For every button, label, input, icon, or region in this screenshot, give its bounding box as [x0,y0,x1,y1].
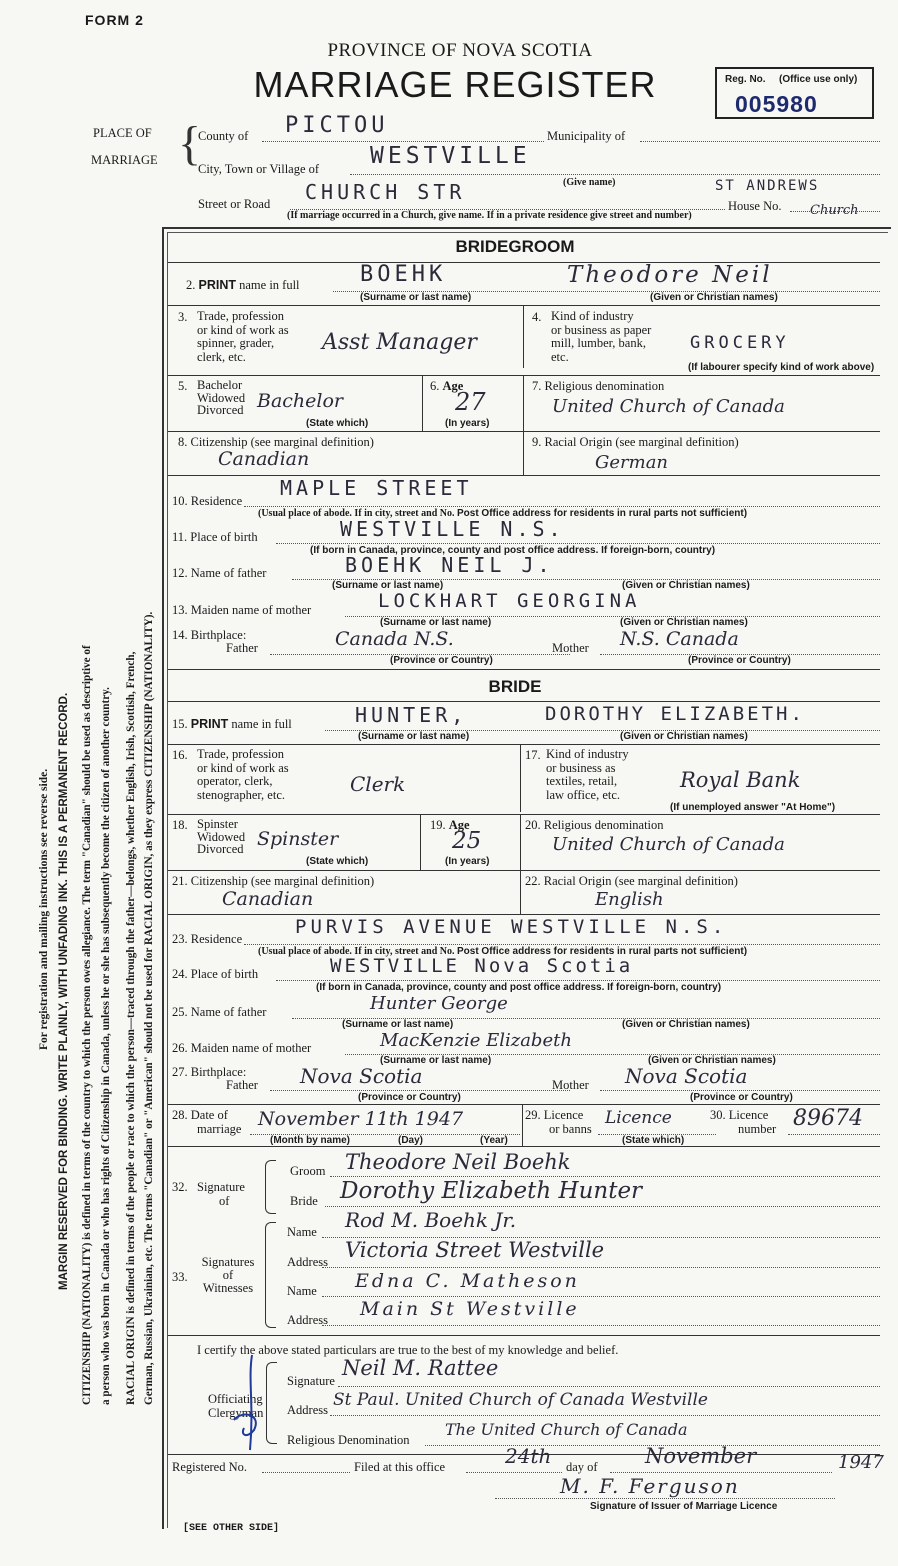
give-name-caption: (Give name) [563,177,616,188]
groom-mother-caption-2: (Given or Christian names) [620,617,748,628]
sidebar-line-2: MARGIN RESERVED FOR BINDING. WRITE PLAINLY, WITH UNFADING INK. THIS IS A PERMANENT RECORD. [58,692,70,1290]
county-label: County of [198,129,249,143]
signature-label: Signature of [197,1180,245,1208]
bride-father-caption-1: (Surname or last name) [342,1019,454,1030]
registered-label: Registered No. [172,1460,247,1474]
certify-statement: I certify the above stated particulars are true to the best of my knowledge and belief. [197,1343,619,1357]
groom-father-caption-1: (Surname or last name) [332,580,444,591]
date-caption-day: (Day) [398,1135,424,1146]
reg-number-box [715,67,874,119]
house-value: ST ANDREWS [715,178,820,194]
groom-trade-value: Asst Manager [322,330,477,355]
bride-religion-value: United Church of Canada [552,834,785,855]
place-note: (If marriage occurred in a Church, give name. If in a private residence give street and number) [287,210,692,221]
bride-given-caption: (Given or Christian names) [620,731,748,742]
bride-status-label: Spinster Widowed Divorced [197,817,246,856]
groom-status-caption: (State which) [306,418,369,429]
filed-day: 24th [505,1444,552,1468]
groom-citizenship-value: Canadian [218,448,310,470]
bride-mother-caption-1: (Surname or last name) [380,1055,492,1066]
groom-trade-label: Trade, profession or kind of work as spinner, grader, clerk, etc. [197,309,289,364]
blue-ink-mark [222,1350,272,1460]
bride-status-value: Spinster [257,828,339,850]
bride-industry-caption: (If unemployed answer "At Home") [670,802,836,813]
bride-birthplace-value: WESTVILLE Nova Scotia [330,955,634,977]
bride-father-value: Hunter George [370,993,508,1014]
date-caption-month: (Month by name) [270,1135,350,1146]
licence-caption: (State which) [622,1135,685,1146]
groom-religion-value: United Church of Canada [552,396,785,417]
sidebar-line-4: a person who was born in Canada or who has rights of Citizenship in Canada, unless he or she has subsequently become the citizen of another country. [100,687,112,1405]
issuer-caption: Signature of Issuer of Marriage Licence [590,1501,778,1512]
reg-office-use: (Office use only) [779,74,858,85]
bride-print-label: 15. PRINT name in full [172,717,292,731]
county-value: PICTOU [285,113,389,138]
groom-given-names: Theodore Neil [567,262,773,288]
licence-label: 29. Licence or banns [525,1108,592,1136]
sidebar-line-3: CITIZENSHIP (NATIONALITY) is defined in terms of the country to which the person owes allegiance. The term "Canadian" should be used as descriptive of [81,645,93,1405]
groom-mother-caption-1: (Surname or last name) [380,617,492,628]
groom-bp-father-value: Canada N.S. [335,628,454,650]
groom-father-value: BOEHK NEIL J. [345,553,554,577]
sidebar-line-6: German, Russian, Ukrainian, etc. The terms "Canadian" or "American" should not be used for RACIAL ORIGIN, as they express CITIZENSHIP (NATIONALITY). [143,611,155,1405]
form-number: FORM 2 [85,12,144,28]
bride-bp-caption-1: (Province or Country) [358,1092,461,1103]
witness-1-name: Rod M. Boehk Jr. [345,1208,517,1232]
place-label-1: PLACE OF [93,126,152,140]
filed-year: 1947 [838,1452,884,1473]
reg-number: 005980 [735,91,818,117]
groom-status-value: Bachelor [257,390,344,412]
bride-heading: BRIDE [488,677,542,696]
bride-bp-caption-2: (Province or Country) [690,1092,793,1103]
bride-trade-value: Clerk [350,772,406,796]
house-value-2: Church [810,203,859,218]
bride-given-names: DOROTHY ELIZABETH. [545,703,805,725]
groom-age-caption: (In years) [445,418,490,429]
groom-age-value: 27 [455,388,486,416]
bride-industry-value: Royal Bank [680,768,801,792]
groom-industry-caption: (If labourer specify kind of work above) [688,362,875,373]
groom-industry-value: GROCERY [690,333,790,353]
bride-age-caption: (In years) [445,856,490,867]
street-value: CHURCH STR [305,180,466,204]
groom-surname: BOEHK [360,262,447,287]
sidebar-line-5: RACIAL ORIGIN is defined in terms of the people or race to which the person—traced through the father—belongs, whether English, Irish, Scottish, French, [125,651,137,1405]
bride-residence-value: PURVIS AVENUE WESTVILLE N.S. [295,916,728,938]
bride-signature: Dorothy Elizabeth Hunter [340,1178,643,1204]
licence-number-value: 89674 [793,1106,863,1131]
witness-label: Signatures of Witnesses [201,1255,255,1295]
bride-racial-value: English [595,889,664,910]
reg-label: Reg. No. [725,74,766,85]
groom-residence-value: MAPLE STREET [280,476,473,500]
witness-1-address: Victoria Street Westville [345,1238,605,1262]
groom-bp-caption-1: (Province or Country) [390,655,493,666]
witness-2-name: Edna C. Matheson [355,1270,580,1292]
bride-surname: HUNTER, [355,703,468,727]
city-label: City, Town or Village of [198,162,320,176]
filed-month: November [645,1444,757,1468]
bride-bp-mother-value: Nova Scotia [625,1064,748,1088]
city-value: WESTVILLE [370,143,531,169]
licence-value: Licence [605,1108,672,1128]
filed-label: Filed at this office [354,1460,446,1474]
clergy-address: St Paul. United Church of Canada Westville [333,1390,708,1410]
groom-status-label: Bachelor Widowed Divorced [197,378,246,417]
date-caption-year: (Year) [480,1135,508,1146]
bride-trade-label: Trade, profession or kind of work as operator, clerk, stenographer, etc. [197,747,289,802]
issuer-signature: M. F. Ferguson [560,1474,740,1498]
groom-birthplace-value: WESTVILLE N.S. [340,517,565,541]
groom-surname-caption: (Surname or last name) [360,292,472,303]
witness-2-address: Main St Westville [360,1298,580,1320]
groom-bp-mother-value: N.S. Canada [620,628,739,650]
groom-heading: BRIDEGROOM [455,237,575,256]
clergy-label: Officiating Clergyman [208,1392,264,1420]
groom-industry-label: Kind of industry or business as paper mill, lumber, bank, etc. [551,309,652,364]
see-other-side: [SEE OTHER SIDE] [183,1523,280,1534]
groom-father-caption-2: (Given or Christian names) [622,580,750,591]
sidebar-line-1: For registration and mailing instructions see reverse side. [38,768,50,1050]
bride-mother-caption-2: (Given or Christian names) [648,1055,776,1066]
house-label: House No. [728,199,782,213]
bride-surname-caption: (Surname or last name) [358,731,470,742]
bride-bp-father-value: Nova Scotia [300,1064,423,1088]
bride-mother-value: MacKenzie Elizabeth [380,1030,572,1051]
bride-industry-label: Kind of industry or business as textiles, retail, law office, etc. [546,747,629,802]
groom-bp-caption-2: (Province or Country) [688,655,791,666]
bride-father-caption-2: (Given or Christian names) [622,1019,750,1030]
place-label-2: MARRIAGE [91,153,158,167]
groom-racial-value: German [595,452,669,473]
place-brace: { [178,117,202,170]
date-label: 28. Date of marriage [172,1108,242,1136]
bride-birth-caption: (If born in Canada, province, county and post office address. If foreign-born, country) [316,982,722,993]
page-title: MARRIAGE REGISTER [253,64,657,105]
bride-status-caption: (State which) [306,856,369,867]
bride-age-value: 25 [452,828,482,854]
clergy-denomination: The United Church of Canada [445,1420,688,1439]
street-label: Street or Road [198,197,271,211]
marriage-date-value: November 11th 1947 [258,1108,464,1130]
province-heading: PROVINCE OF NOVA SCOTIA [327,40,593,61]
groom-signature: Theodore Neil Boehk [345,1150,571,1174]
groom-mother-value: LOCKHART GEORGINA [378,590,641,612]
licence-number-label: 30. Licence number [710,1108,777,1136]
groom-birth-caption: (If born in Canada, province, county and post office address. If foreign-born, country) [310,545,716,556]
groom-print-label: 2. PRINT name in full [186,278,300,292]
municipality-label: Municipality of [547,129,626,143]
bride-citizenship-value: Canadian [222,888,314,910]
groom-given-caption: (Given or Christian names) [650,292,778,303]
clergy-signature: Neil M. Rattee [342,1356,499,1380]
